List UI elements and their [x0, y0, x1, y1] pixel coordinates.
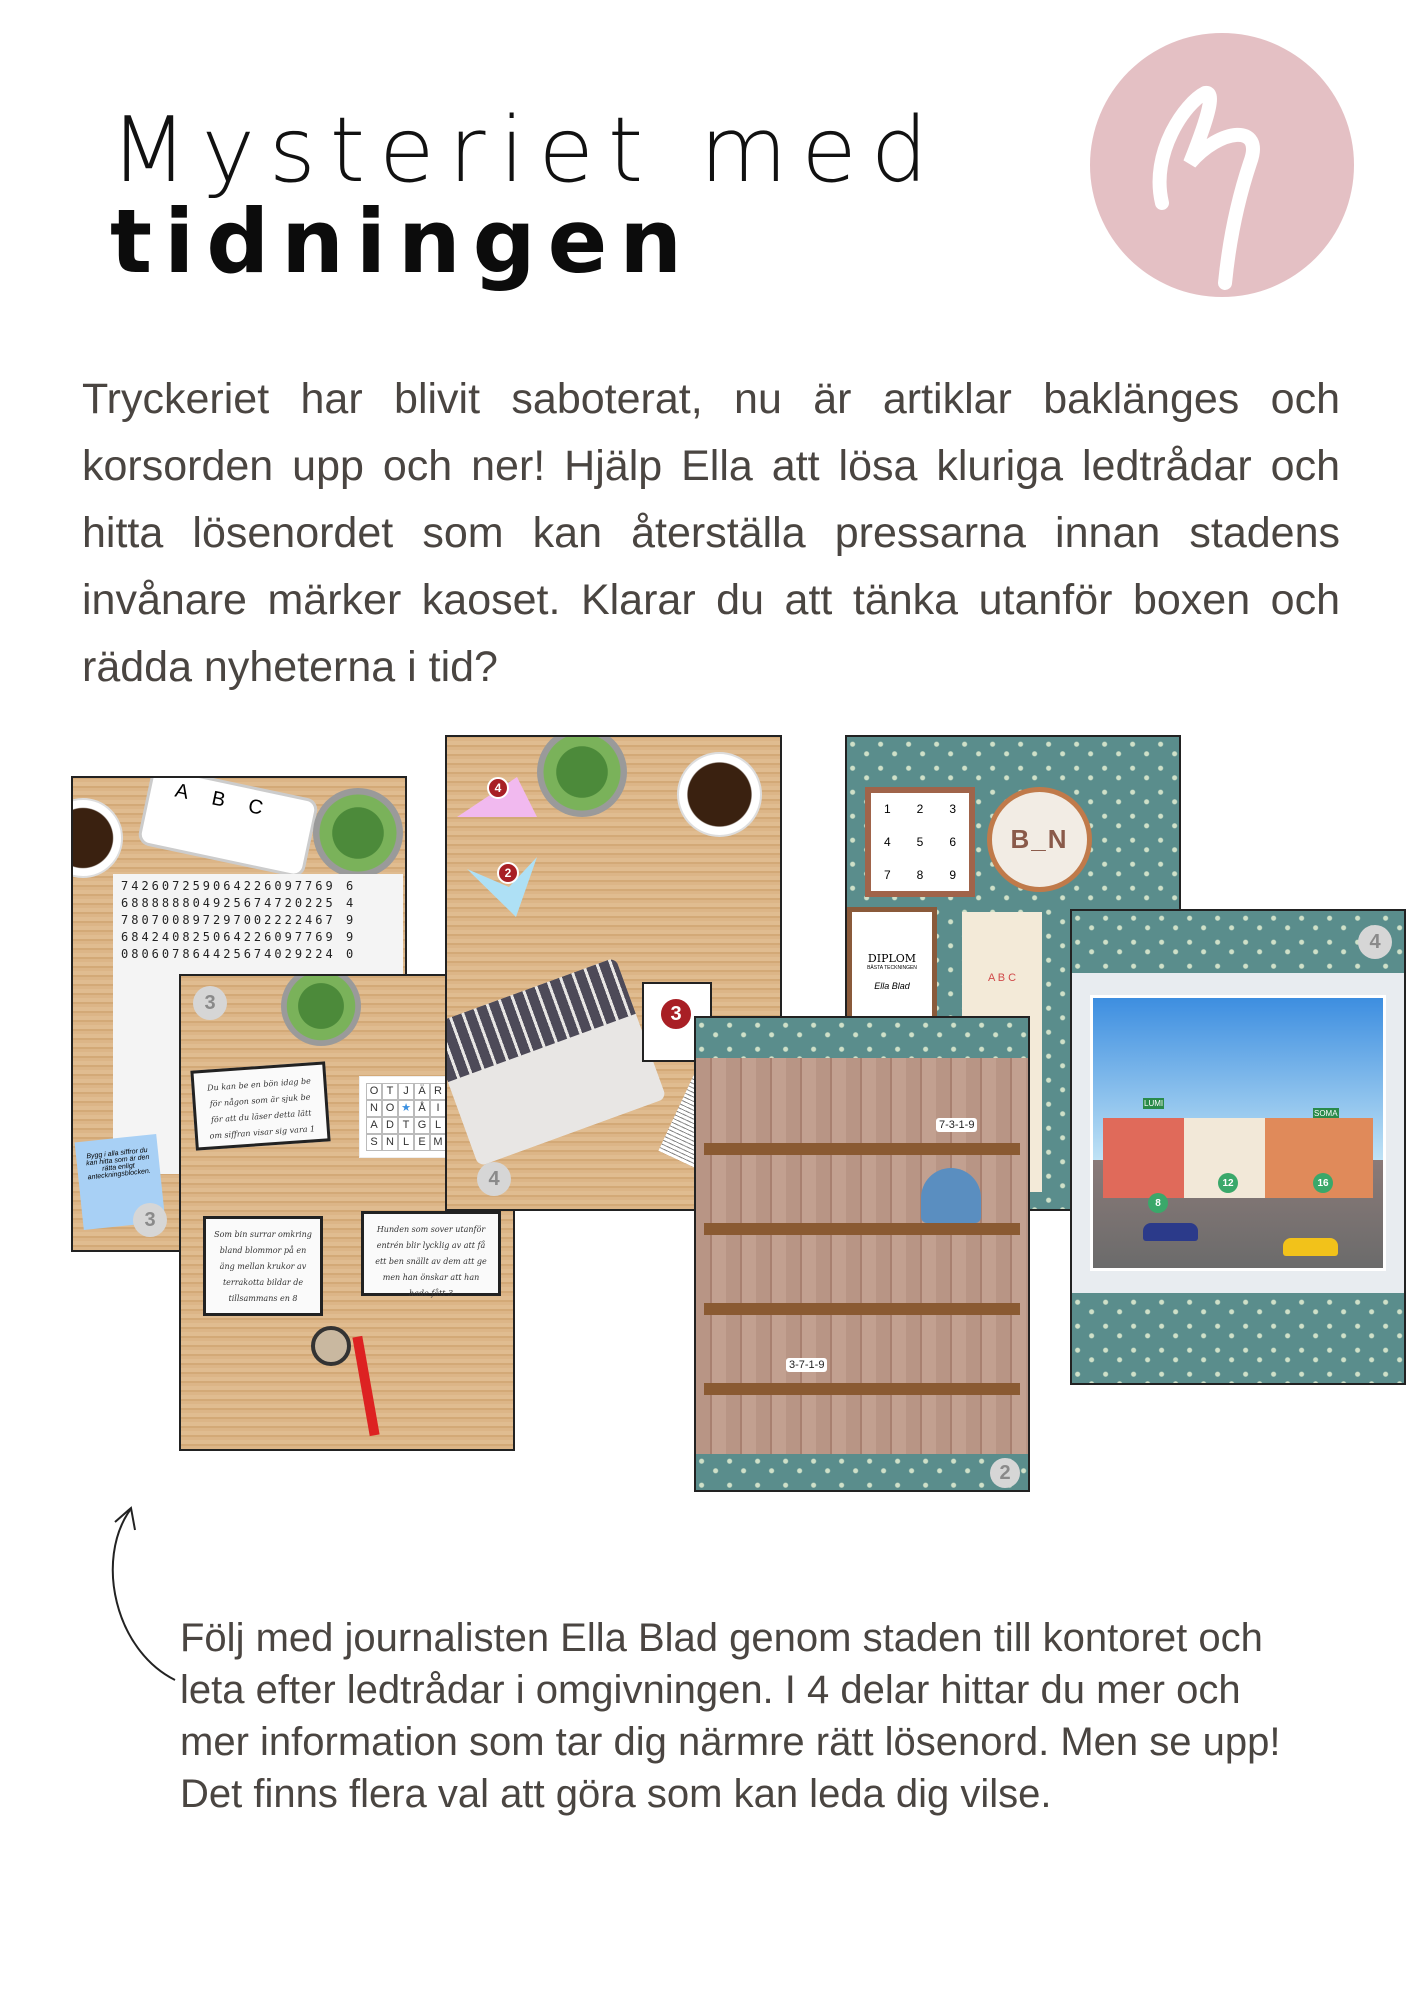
- marker-badge: 4: [487, 777, 509, 799]
- brand-b-logo-icon: [1090, 33, 1354, 297]
- footer-paragraph: Följ med journalisten Ella Blad genom staden till kontoret och leta efter ledtrådar i omgivningen. I 4 delar hittar du mer och mer information som tar dig närmre rätt lösenord. Men se upp! Det finns flera val att göra som kan leda dig vilse.: [180, 1616, 1281, 1816]
- page-number-badge: 3: [133, 1203, 167, 1237]
- number-row: 688888804925674720225 4: [121, 896, 357, 910]
- grid-cell: Ä: [414, 1083, 430, 1100]
- city-view: [1090, 995, 1386, 1271]
- keypad-digit: 5: [916, 834, 924, 849]
- shelf: [704, 1143, 1020, 1155]
- diploma: [847, 907, 937, 1027]
- marker-badge: 2: [497, 862, 519, 884]
- curved-arrow-icon: [95, 1500, 185, 1685]
- page-number-badge: 4: [477, 1162, 511, 1196]
- note-prayer: Du kan be en bön idag be för någon som är sjuk be för att du läser detta lätt om siffran visar sig vara 1: [190, 1061, 330, 1150]
- grid-cell: S: [366, 1134, 382, 1151]
- shop-sign: LUMI: [1144, 1099, 1164, 1108]
- wallpaper-strip: [696, 1454, 1028, 1490]
- page-number-badge: 2: [990, 1458, 1020, 1488]
- keypad-frame: [865, 787, 975, 897]
- shelf: [704, 1303, 1020, 1315]
- shelf: [704, 1223, 1020, 1235]
- title-line-1: Mysteriet med: [110, 98, 942, 203]
- number-row: 742607259064226097769 6: [121, 879, 357, 893]
- phone-letter: A: [173, 779, 191, 804]
- diploma-signature: Ella Blad: [874, 981, 910, 991]
- plant-icon: [313, 788, 403, 878]
- keypad-digit: 1: [883, 802, 891, 817]
- intro-paragraph: Tryckeriet har blivit saboterat, nu är artiklar baklänges och korsorden upp och ner! Hjälp Ella att lösa kluriga ledtrådar och hitta lösenordet som kan återställa pressarna innan stadens invånare märker kaoset. Klarar du att tänka utanför boxen och rädda nyheterna i tid?: [82, 375, 1340, 691]
- grid-cell: G: [414, 1117, 430, 1134]
- note-dog: Hunden som sover utanför entrén blir lycklig av att få ett ben snällt av dem att ge men han önskar att han hade fått 3: [361, 1211, 501, 1296]
- grid-cell: E: [414, 1134, 430, 1151]
- keypad-digit: 8: [916, 867, 924, 882]
- keypad-digit: 6: [949, 834, 956, 849]
- grid-cell: D: [382, 1117, 398, 1134]
- number-row: 684240825064226097769 9: [121, 930, 357, 944]
- sampler-letters: A B C: [987, 972, 1017, 984]
- grid-cell: O: [366, 1083, 382, 1100]
- plant-icon: [281, 974, 361, 1046]
- grid-cell: R: [430, 1083, 446, 1100]
- grid-cell: J: [398, 1083, 414, 1100]
- keypad-digit: 3: [949, 802, 956, 817]
- pens-icon: [352, 1336, 379, 1436]
- bottle-tag: 3-7-1-9: [786, 1358, 827, 1372]
- grid-cell: N: [366, 1100, 382, 1117]
- phone-letter: B: [209, 787, 228, 812]
- embroidery-hoop: B_N: [987, 787, 1092, 892]
- keypad-digit: 7: [883, 867, 891, 882]
- grid-cell: M: [430, 1134, 446, 1151]
- postit-note: Bygg i alla siffror du kan hitta som är den rätta enligt anteckningsblocken.: [75, 1134, 166, 1230]
- window-frame: [1072, 973, 1404, 1293]
- preview-page-5: [694, 1016, 1030, 1492]
- grid-cell: T: [398, 1117, 414, 1134]
- number-row: 780700897297002222467 9: [121, 913, 357, 927]
- grid-cell: ★: [398, 1100, 414, 1117]
- grid-cell: I: [430, 1100, 446, 1117]
- coffee-cup-icon: [71, 798, 123, 878]
- magnifier-icon: [311, 1326, 351, 1366]
- preview-page-6: [1070, 909, 1406, 1385]
- shop-sign: SOMA: [1314, 1109, 1338, 1118]
- marker-badge: 3: [659, 997, 693, 1031]
- plant-icon: [537, 735, 627, 817]
- shelf: [704, 1383, 1020, 1395]
- grid-cell: T: [382, 1083, 398, 1100]
- diploma-title: DIPLOM: [867, 952, 917, 965]
- grid-cell: N: [382, 1134, 398, 1151]
- car-icon: [1143, 1223, 1198, 1241]
- note-bees: Som bin surrar omkring bland blommor på en äng mellan krukor av terrakotta bildar de tillsammans en 8: [203, 1216, 323, 1316]
- coffee-cup-icon: [677, 752, 762, 837]
- grid-cell: L: [430, 1117, 446, 1134]
- taxi-icon: [1283, 1238, 1338, 1256]
- grid-cell: O: [382, 1100, 398, 1117]
- number-row: 080607864425674029224 0: [121, 947, 357, 961]
- telephone-icon: [921, 1168, 981, 1223]
- keypad-digit: 9: [949, 867, 956, 882]
- diploma-subtitle: BÄSTA TECKNINGEN: [867, 965, 917, 971]
- house-number: 8: [1148, 1193, 1168, 1213]
- keypad-digit: 2: [916, 802, 924, 817]
- laptop-icon: [445, 957, 667, 1166]
- page-number-badge: 3: [193, 986, 227, 1020]
- grid-cell: A: [366, 1117, 382, 1134]
- letter-grid: [359, 1076, 453, 1158]
- title-line-2: tidningen: [110, 190, 695, 293]
- grid-cell: L: [398, 1134, 414, 1151]
- house-number: 12: [1218, 1173, 1238, 1193]
- page-number-badge: 4: [1358, 925, 1392, 959]
- house-number: 16: [1313, 1173, 1333, 1193]
- bottle-tag: 7-3-1-9: [936, 1118, 977, 1132]
- wallpaper-strip: [696, 1018, 1028, 1058]
- grid-cell: Å: [414, 1100, 430, 1117]
- phone-letter: C: [246, 795, 265, 820]
- phone-puzzle: [137, 776, 320, 879]
- keypad-digit: 4: [883, 834, 891, 849]
